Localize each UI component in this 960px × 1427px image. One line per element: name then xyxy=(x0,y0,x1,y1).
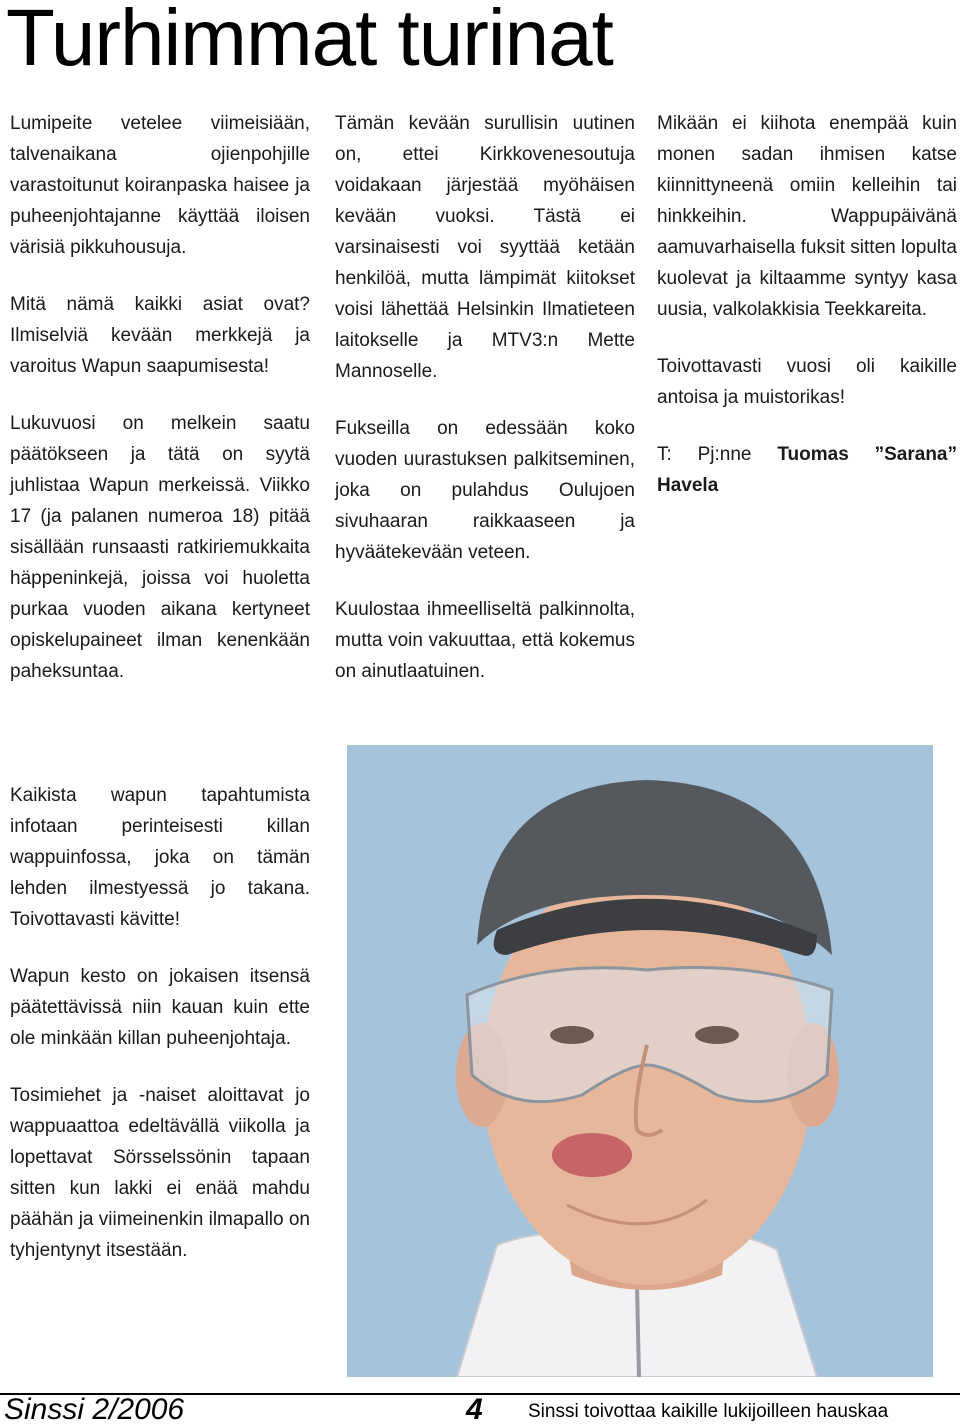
column-1 xyxy=(10,108,310,713)
signature xyxy=(657,439,957,501)
paragraph: Fukseilla on edessään koko vuoden uurastuksen palkitseminen, joka on pulahdus Oulujoen sivuhaaran raikkaaseen ja hyväätekevään veteen. xyxy=(335,418,635,563)
footer-tagline: Sinssi toivottaa kaikille lukijoilleen hauskaa xyxy=(528,1401,889,1422)
column-3 xyxy=(657,108,957,527)
paragraph: Lukuvuosi on melkein saatu päätökseen ja tätä on syytä juhlistaa Wapun merkeissä. Viikko 17 (ja palanen numeroa 18) pitää sisällään runsaasti ratkiriemukkaita häppeninkejä, joissa voi huoletta purkaa vuoden aikana kertyneet opiskelupaineet ilman kenenkään paheksuntaa. xyxy=(10,413,310,682)
right-eye xyxy=(695,1026,739,1044)
paragraph: Mikään ei kiihota enempää kuin monen sadan ihmisen katse kiinnittyneenä omiin kelleihin tai hinkkeihin. Wappupäivänä aamuvarhaisella fuksit sitten lopulta kuolevat ja kiltaamme syntyy kasa uusia, valkolakkisia Teekkareita. xyxy=(657,113,957,320)
footer-issue: Sinssi 2/2006 xyxy=(4,1393,185,1426)
column-2 xyxy=(335,108,635,713)
paragraph: Toivottavasti vuosi oli kaikille antoisa ja muistorikas! xyxy=(657,356,957,408)
author-photo xyxy=(347,745,933,1377)
footer-page-number: 4 xyxy=(466,1393,483,1426)
column-1-lower xyxy=(10,780,310,1292)
paragraph: Mitä nämä kaikki asiat ovat? Ilmiselviä kevään merkkejä ja varoitus Wapun saapumisesta! xyxy=(10,294,310,377)
paragraph: Tosimiehet ja -naiset aloittavat jo wappuaattoa edeltävällä viikolla ja lopettavat Sörsselssönin tapaan sitten kun lakki ei enää mahdu päähän ja viimeinenkin ilmapallo on tyhjentynyt itsestään. xyxy=(10,1085,310,1261)
jacket-zip xyxy=(637,1285,639,1377)
paragraph: Wapun kesto on jokaisen itsensä päätettävissä niin kauan kuin ette ole minkään killan puheenjohtaja. xyxy=(10,966,310,1049)
paragraph: Tämän kevään surullisin uutinen on, ettei Kirkkovenesoutuja voidakaan järjestää myöhäisen kevään vuoksi. Tästä ei varsinaisesti voi syyttää ketään henkilöä, mutta lämpimät kiitokset voisi lähettää Helsinkin Ilmatieteen laitokselle ja MTV3:n Mette Mannoselle. xyxy=(335,113,635,382)
pursed-lips xyxy=(552,1133,632,1177)
left-eye xyxy=(550,1026,594,1044)
paragraph: Kaikista wapun tapahtumista infotaan perinteisesti killan wappuinfossa, joka on tämän lehden ilmestyessä jo takana. Toivottavasti kävitte! xyxy=(10,785,310,930)
signature-name: Tuomas ”Sarana” Havela xyxy=(657,444,957,496)
paragraph: Lumipeite vetelee viimeisiään, talvenaikana ojienpohjille varastoitunut koiranpaska haisee ja puheenjohtajanne käyttää iloisen värisiä pikkuhousuja. xyxy=(10,113,310,258)
article-title: Turhimmat turinat xyxy=(6,0,613,82)
paragraph: Kuulostaa ihmeelliseltä palkinnolta, mutta voin vakuuttaa, että kokemus on ainutlaatuinen. xyxy=(335,599,635,682)
signature-prefix: T: Pj:nne xyxy=(657,444,778,465)
